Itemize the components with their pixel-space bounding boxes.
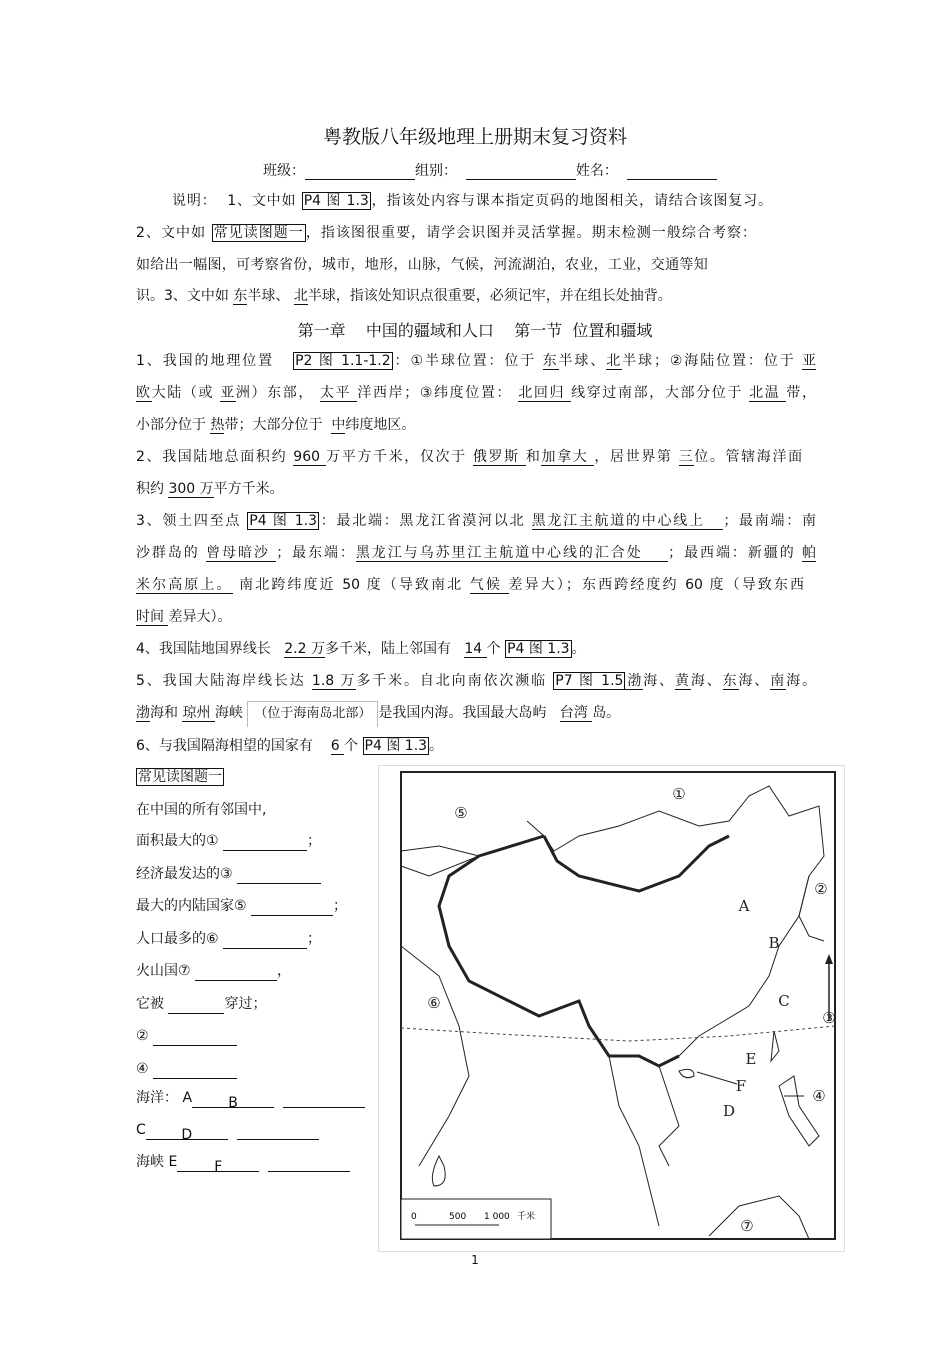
scale-zero: 0	[411, 1212, 417, 1222]
answer-underlined: 6	[330, 738, 345, 754]
china-neighbors-map	[378, 765, 845, 1252]
ocean-b-label: B	[228, 1095, 238, 1111]
item-prompt: 火山国⑦	[136, 963, 191, 979]
map-label: ④	[812, 1087, 826, 1105]
class-blank[interactable]	[305, 165, 415, 180]
text-segment: 4、我国陆地国界线长	[136, 641, 285, 657]
item-prompt: 最大的内陆国家⑤	[136, 898, 247, 914]
answer-blank[interactable]	[153, 1064, 237, 1079]
answer-underlined: 北回归	[518, 385, 572, 401]
question-line	[136, 415, 816, 435]
answer-underlined: 欧	[136, 385, 152, 401]
text-segment: 个	[344, 738, 363, 754]
instruction-line	[136, 255, 816, 275]
text-segment: 海和	[150, 705, 183, 721]
strait-row	[136, 1152, 350, 1175]
instruction-line	[136, 286, 816, 306]
strait-e-label: E	[168, 1154, 178, 1170]
answer-underlined: 黄	[674, 673, 691, 689]
answer-blank[interactable]	[223, 934, 307, 949]
map-frame	[401, 772, 835, 1239]
text-segment: 1、我国的地理位置	[136, 353, 294, 369]
answer-underlined: 帕	[802, 545, 817, 561]
vietnam-coast	[659, 1066, 679, 1166]
map-label: ⑤	[454, 804, 468, 822]
map-label: ⑥	[427, 994, 441, 1012]
hainan-outline	[679, 1069, 694, 1077]
worksheet-item	[136, 929, 321, 949]
borneo-outline	[709, 1196, 809, 1239]
worksheet-item	[136, 1059, 237, 1079]
strait-label: 海峡	[136, 1154, 164, 1170]
answer-underlined: 东	[722, 673, 739, 689]
answer-underlined: 亚	[802, 353, 816, 369]
map-label: A	[738, 897, 750, 915]
ocean-c-label: C	[136, 1122, 146, 1138]
item-suffix: ；	[333, 898, 348, 914]
ocean-b-blank[interactable]	[283, 1093, 365, 1108]
text-segment: 大陆（或	[151, 385, 221, 401]
item-prompt: 经济最发达的③	[136, 865, 233, 882]
answer-underlined: 300 万	[168, 481, 214, 497]
scale-bar	[401, 1199, 551, 1239]
answer-underlined: 南	[770, 673, 787, 689]
worksheet-item	[136, 994, 266, 1014]
text-segment: 差异大）；东西跨经度约 60 度（导致东西	[508, 577, 805, 593]
figure-reference-box: 常见读图题一	[213, 225, 304, 241]
text-segment: ；最南端：南	[723, 513, 817, 529]
china-west-south-border	[439, 836, 679, 1066]
text-segment: 。	[571, 641, 586, 657]
text-segment: ，指该处内容与课本指定页码的地图相关，请结合该图复习。	[370, 193, 773, 209]
answer-underlined: 琼州	[182, 705, 215, 721]
answer-underlined: 加拿大	[541, 449, 595, 465]
worksheet-item	[136, 961, 291, 981]
northern-border	[527, 786, 824, 916]
figure-reference-box: （位于海南岛北部）	[247, 701, 378, 727]
answer-underlined: 2.2 万	[284, 641, 325, 657]
text-segment: 个	[486, 641, 506, 657]
text-segment: 纬度地区。	[345, 417, 416, 433]
text-segment: 。	[429, 738, 444, 754]
text-segment: 岛。	[592, 705, 621, 721]
sri-lanka-outline	[432, 1156, 445, 1186]
text-segment: 是我国内海。我国最大岛屿	[378, 705, 560, 721]
answer-underlined: 东	[542, 353, 559, 369]
text-segment: ；最东端：	[276, 545, 356, 561]
figure-reference-box: P4 图 1.3	[507, 641, 570, 657]
ocean-a-label: A	[182, 1090, 193, 1106]
text-segment: 洲）东部，	[235, 385, 321, 401]
figure-reference-box: P2 图 1.1-1.2	[295, 353, 391, 369]
answer-underlined: 渤	[136, 705, 150, 721]
map-label: F	[735, 1077, 747, 1095]
text-segment: 海、	[643, 673, 675, 689]
map-label: C	[778, 992, 790, 1010]
text-segment: 带；大部分位于	[224, 417, 332, 433]
question-line	[136, 607, 816, 627]
answer-underlined: 北	[606, 353, 623, 369]
text-segment: ：①半球位置：位于	[392, 353, 543, 369]
ocean-d-label: D	[181, 1127, 193, 1143]
scale-max: 1 000	[484, 1212, 510, 1222]
map-label: ①	[672, 785, 686, 803]
text-segment: 万平方千米，仅次于	[326, 449, 473, 465]
question-line	[136, 671, 816, 691]
figure-reference-box: P7 图 1.5	[555, 673, 624, 689]
indochina-coast	[609, 1056, 659, 1226]
figure-reference-box: P4 图 1.3	[249, 513, 318, 529]
worksheet-item	[136, 896, 347, 916]
answer-underlined: 中	[331, 417, 346, 433]
text-segment: ；最西端：新疆的	[668, 545, 803, 561]
text-segment: ，居世界第	[594, 449, 679, 465]
item-prompt: 它被	[136, 995, 164, 1012]
ocean-d-blank[interactable]	[237, 1125, 319, 1140]
item-suffix: ；	[307, 930, 322, 947]
text-segment: 海、	[738, 673, 771, 689]
answer-underlined: 14	[464, 641, 487, 657]
answer-underlined: 亚	[220, 385, 236, 401]
instruction-line	[136, 223, 756, 243]
korea-outline	[799, 916, 824, 941]
group-blank[interactable]	[466, 165, 576, 180]
arrow-3-head	[825, 954, 833, 964]
text-segment: 如给出一幅图，可考察省份，城市，地形，山脉，气候，河流湖泊，农业，工业，交通等知	[136, 257, 708, 273]
answer-underlined: 气候	[469, 577, 509, 593]
text-segment: 半球；②海陆位置：位于	[622, 353, 802, 369]
text-segment: 海、	[690, 673, 723, 689]
answer-underlined: 1.8 万	[311, 673, 357, 689]
text-segment: 半球、	[247, 288, 294, 304]
question-line	[136, 736, 816, 756]
strait-f-label: F	[214, 1159, 223, 1175]
student-info-row	[263, 160, 717, 180]
text-segment: 积约	[136, 481, 169, 497]
map-label: ③	[822, 1009, 836, 1027]
text-segment: 线穿过南部，大部分位于	[571, 385, 750, 401]
item-suffix: ；	[307, 833, 322, 849]
south-asia-coast	[401, 946, 469, 1166]
answer-underlined: 热	[210, 417, 225, 433]
question-line	[136, 700, 816, 727]
text-segment: 半球，指该处知识点很重要，必须记牢，并在组长处抽背。	[307, 288, 672, 304]
tropic-of-cancer-line	[401, 1026, 835, 1041]
text-segment: 洋西岸；③纬度位置：	[357, 385, 519, 401]
text-segment: 差异大）。	[168, 609, 232, 625]
answer-underlined: 曾母暗沙	[206, 545, 277, 561]
answer-blank[interactable]	[223, 836, 307, 851]
answer-underlined: 960	[293, 449, 327, 465]
text-segment: 半球、	[558, 353, 607, 369]
item-suffix: 穿过；	[224, 995, 267, 1012]
question-line	[136, 511, 816, 531]
text-segment: 说明： 1、文中如	[172, 193, 302, 209]
document-title: 粤教版八年级地理上册期末复习资料	[322, 126, 627, 148]
text-segment: 海峡	[214, 705, 248, 721]
text-segment: 和	[525, 449, 542, 465]
text-segment: 5、我国大陆海岸线长达	[136, 673, 312, 689]
worksheet-heading: 常见读图题一	[138, 769, 222, 785]
answer-underlined: 三	[678, 449, 695, 465]
lake-outline	[401, 846, 479, 876]
text-segment: ：最北端：黑龙江省漠河以北	[319, 513, 532, 529]
text-segment: 平方千米。	[213, 481, 284, 497]
answer-underlined: 渤	[625, 673, 644, 689]
map-label: B	[768, 934, 780, 952]
item-suffix: ，	[277, 963, 292, 979]
text-segment: 海。	[786, 673, 817, 689]
answer-blank[interactable]	[153, 1031, 237, 1046]
answer-underlined: 北温	[749, 385, 787, 401]
worksheet-item	[136, 864, 321, 884]
scale-unit: 千米	[517, 1212, 536, 1222]
answer-blank[interactable]	[251, 901, 333, 916]
page-number: 1	[471, 1253, 479, 1267]
class-label: 班级：	[263, 163, 305, 179]
answer-blank[interactable]	[168, 999, 224, 1014]
figure-reference-box: P4 图 1.3	[303, 193, 369, 209]
answer-underlined: 东	[233, 288, 248, 304]
text-segment: ，指该图很重要，请学会识图并灵活掌握。期末检测一般综合考察：	[305, 225, 757, 241]
answer-underlined: 时间	[136, 609, 169, 625]
item-prompt: 面积最大的①	[136, 833, 219, 849]
figure-reference-box: P4 图 1.3	[364, 738, 428, 754]
answer-underlined: 台湾	[559, 705, 593, 721]
strait-f-blank[interactable]	[268, 1157, 350, 1172]
arrow-f-line	[697, 1072, 737, 1084]
name-blank[interactable]	[627, 165, 717, 180]
text-segment: 多千米。自北向南依次濒临	[356, 673, 554, 689]
text-segment: 位。管辖海洋面	[694, 449, 803, 465]
ocean-row-1	[136, 1088, 365, 1111]
ocean-label: 海洋：	[136, 1090, 178, 1106]
text-segment: 多千米，陆上邻国有	[324, 641, 465, 657]
answer-underlined: 俄罗斯	[472, 449, 526, 465]
answer-underlined: 北	[293, 288, 308, 304]
worksheet-item	[136, 1026, 237, 1046]
text-segment: 带，	[786, 385, 817, 401]
answer-blank[interactable]	[237, 869, 321, 884]
map-label: ⑦	[740, 1217, 754, 1235]
question-line	[136, 351, 816, 371]
question-line	[136, 639, 816, 659]
question-line	[136, 383, 816, 403]
answer-underlined: 太平	[320, 385, 358, 401]
worksheet-item	[136, 831, 321, 851]
name-label: 姓名：	[575, 163, 618, 179]
instruction-line	[172, 191, 772, 211]
item-prompt: ②	[136, 1028, 149, 1044]
text-segment: 南北跨纬度近 50 度（导致南北	[232, 577, 470, 593]
answer-underlined: 黑龙江主航道的中心线上	[531, 513, 724, 529]
map-label: E	[745, 1050, 757, 1068]
group-label: 组别：	[415, 163, 457, 179]
question-line	[136, 447, 802, 467]
answer-underlined: 黑龙江与乌苏里江主航道中心线的汇合处	[355, 545, 669, 561]
map-label: ②	[814, 880, 828, 898]
question-line	[136, 575, 804, 595]
map-label: D	[722, 1102, 736, 1120]
taiwan-outline	[771, 1031, 779, 1061]
answer-blank[interactable]	[195, 966, 277, 981]
text-segment: 识。3、文中如	[136, 288, 234, 304]
text-segment: 2、我国陆地总面积约	[136, 449, 294, 465]
text-segment: 3、领土四至点	[136, 513, 248, 529]
scale-mid: 500	[449, 1212, 467, 1222]
question-line	[136, 479, 816, 499]
question-line	[136, 543, 816, 563]
item-prompt: 人口最多的⑥	[136, 930, 219, 947]
text-segment: 2、文中如	[136, 225, 212, 241]
answer-underlined: 米尔高原上。	[136, 577, 233, 593]
text-segment: 6、与我国隔海相望的国家有	[136, 738, 331, 754]
worksheet-intro: 在中国的所有邻国中,	[136, 802, 267, 818]
text-segment: 小部分位于	[136, 417, 211, 433]
mongolia-border	[544, 836, 729, 891]
ocean-row-2	[136, 1120, 319, 1143]
text-segment: 沙群岛的	[136, 545, 207, 561]
chapter-heading: 第一章 中国的疆域和人口 第一节 位置和疆域	[297, 321, 653, 340]
item-prompt: ④	[136, 1060, 149, 1077]
